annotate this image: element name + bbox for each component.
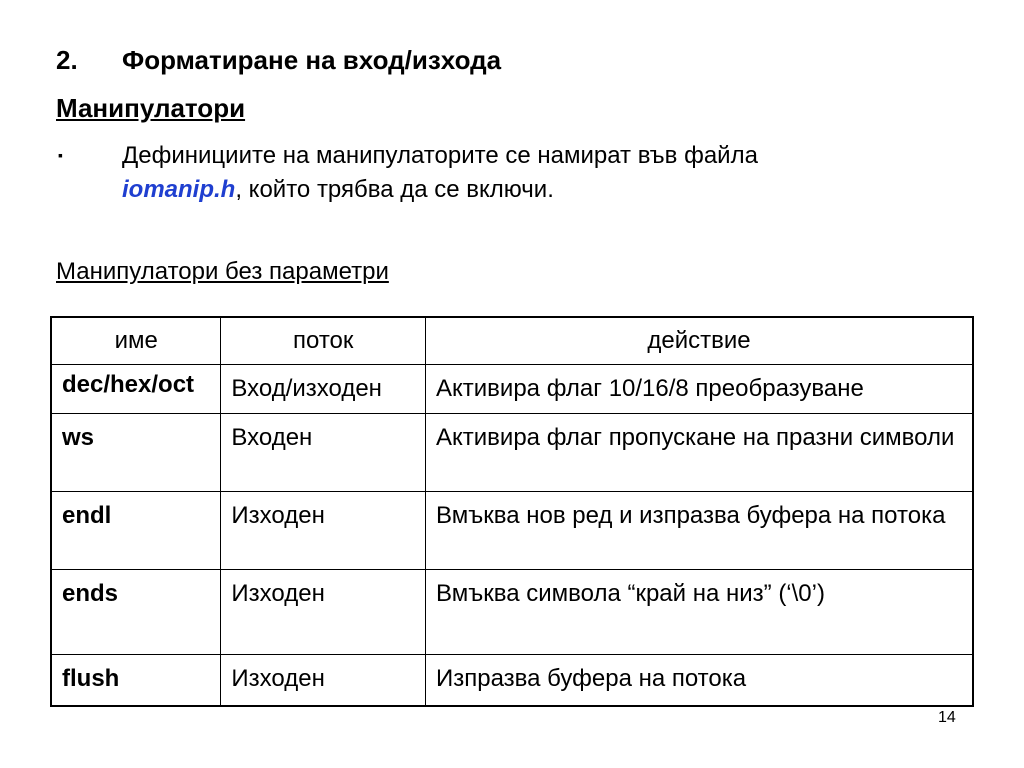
square-bullet-icon: ▪ (58, 147, 63, 163)
header-action: действие (426, 317, 974, 365)
table-row (51, 414, 973, 492)
subheading: Манипулатори (56, 93, 246, 123)
manipulator-action: Изпразва буфера на потока (426, 655, 974, 707)
header-stream: поток (221, 317, 426, 365)
table-row (51, 365, 973, 414)
bullet-line-2 (122, 174, 554, 206)
manipulator-name: endl (51, 492, 221, 570)
table-header-row (51, 317, 973, 365)
heading-title: Форматиране на вход/изхода (122, 45, 502, 75)
manipulator-name: dec/hex/oct (51, 365, 221, 414)
manipulator-stream: Входен (221, 414, 426, 492)
manipulator-stream: Вход/изходен (221, 365, 426, 414)
header-name: име (51, 317, 221, 365)
manipulator-action: Вмъква нов ред и изпразва буфера на потока (426, 492, 974, 570)
manipulator-stream: Изходен (221, 570, 426, 655)
manipulator-name: flush (51, 655, 221, 707)
section-label: Манипулатори без параметри (56, 258, 389, 285)
manipulator-action: Активира флаг 10/16/8 преобразуване (426, 365, 974, 414)
manipulator-action: Вмъква символа “край на низ” (‘\0’) (426, 570, 974, 655)
table-row (51, 492, 973, 570)
heading-number: 2. (56, 45, 78, 75)
manipulator-stream: Изходен (221, 655, 426, 707)
manipulators-table (50, 316, 974, 707)
table-row (51, 570, 973, 655)
manipulator-name: ends (51, 570, 221, 655)
manipulator-name: ws (51, 414, 221, 492)
manipulator-action: Активира флаг пропускане на празни символи (426, 414, 974, 492)
bullet-line-2-rest: , който трябва да се включи. (235, 176, 554, 203)
table-row (51, 655, 973, 707)
bullet-line-1: Дефинициите на манипулаторите се намират във файла (122, 142, 758, 169)
slide-heading (56, 42, 501, 78)
manipulator-stream: Изходен (221, 492, 426, 570)
header-file-name: iomanip.h (122, 176, 236, 203)
page-number: 14 (938, 709, 956, 726)
